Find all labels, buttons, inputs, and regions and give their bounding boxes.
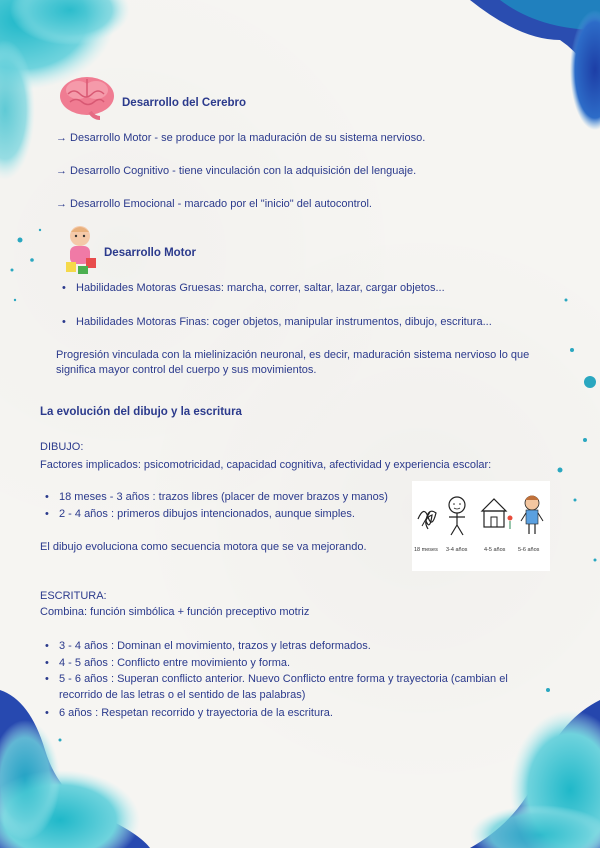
figure-caption: 18 meses [414, 547, 438, 553]
dibujo-label: DIBUJO: [40, 441, 84, 453]
list-item-continuation: recorrido de las letras o el sentido de las palabras) [59, 689, 306, 701]
list-item: • Habilidades Motoras Gruesas: marcha, correr, saltar, lazar, cargar objetos... [76, 281, 445, 295]
list-item: • 18 meses - 3 años : trazos libres (placer de mover brazos y manos) [59, 490, 388, 504]
list-item: → Desarrollo Emocional - marcado por el "inicio" del autocontrol. [56, 198, 372, 210]
dibujo-conclusion: El dibujo evoluciona como secuencia motora que se va mejorando. [40, 541, 367, 553]
list-item: → Desarrollo Motor - se produce por la maduración de su sistema nervioso. [56, 132, 426, 144]
brain-icon [58, 74, 116, 120]
drawing-stages-illustration [412, 481, 550, 571]
escritura-label: ESCRITURA: [40, 590, 107, 602]
baby-icon [64, 224, 100, 276]
figure-caption: 3-4 años [446, 547, 468, 553]
paragraph-line: significa mayor control del cuerpo y sus movimientos. [56, 364, 317, 376]
figure-caption: 5-6 años [518, 547, 540, 553]
paragraph-line: Progresión vinculada con la mielinización neuronal, es decir, maduración sistema nervioso lo que [56, 349, 530, 361]
list-item: • 5 - 6 años : Superan conflicto anterior. Nuevo Conflicto entre forma y trayectoria (cambian el [59, 672, 508, 686]
brain-section-title: Desarrollo del Cerebro [122, 97, 246, 109]
evolution-section-title: La evolución del dibujo y la escritura [40, 406, 242, 418]
motor-section-title: Desarrollo Motor [104, 247, 197, 259]
dibujo-factors: Factores implicados: psicomotricidad, capacidad cognitiva, afectividad y experiencia escolar: [40, 459, 492, 471]
list-item: • 2 - 4 años : primeros dibujos intencionados, aunque simples. [59, 507, 355, 521]
list-item: • Habilidades Motoras Finas: coger objetos, manipular instrumentos, dibujo, escritura... [76, 315, 492, 329]
list-item: • 4 - 5 años : Conflicto entre movimiento y forma. [59, 656, 290, 670]
figure-caption: 4-5 años [484, 547, 506, 553]
escritura-combina: Combina: función simbólica + función preceptivo motriz [40, 606, 310, 618]
list-item: → Desarrollo Cognitivo - tiene vinculación con la adquisición del lenguaje. [56, 165, 417, 177]
list-item: • 3 - 4 años : Dominan el movimiento, trazos y letras deformados. [59, 639, 371, 653]
list-item: • 6 años : Respetan recorrido y trayectoria de la escritura. [59, 706, 333, 720]
drawing-evolution-figure [412, 481, 550, 571]
